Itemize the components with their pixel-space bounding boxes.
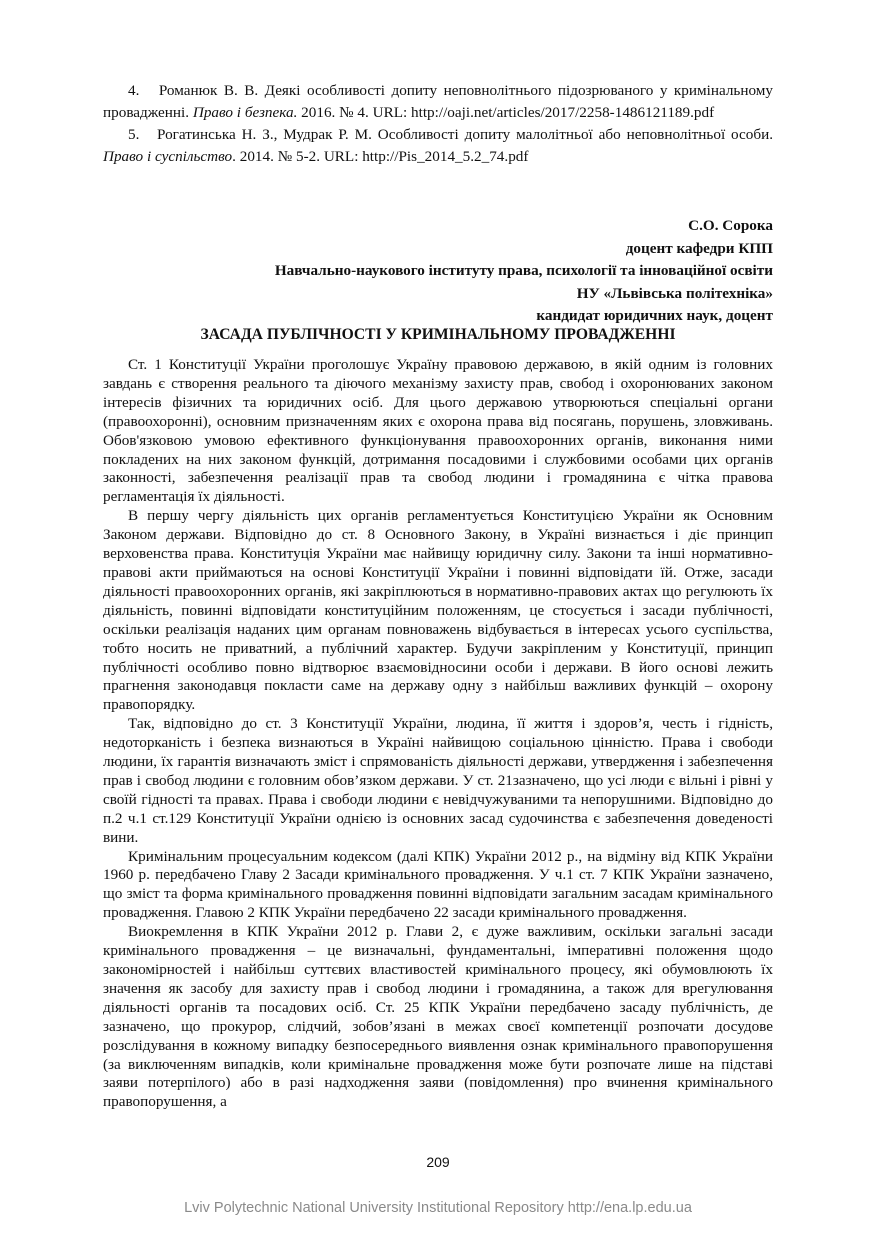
paragraph: Виокремлення в КПК України 2012 р. Глави 2, є дуже важливим, оскільки загальні засади кримінального провадження – це визначальні, фундаментальні, імперативні положення щодо закономірностей і найбільш суттєвих властивостей кримінального процесу, які обумовлюють їх значення як засобу для захисту прав і свобод людини і громадянина, а також для врегулювання діяльності органів та посадових осіб. Ст. 25 КПК України передбачено засаду публічність, де зазначено, що прокурор, слідчий, зобов’язані в межах своєї компетенції розпочати досудове розслідування в кожному випадку безпосереднього виявлення ознак кримінального правопорушення (за виключенням випадків, коли кримінальне провадження може бути розпочате лише на підставі заяви потерпілого) або в разі надходження заяви (повідомлення) про вчинення кримінального правопорушення, а [103,923,773,1111]
author-block [213,215,773,328]
page-number: 209 [426,1154,450,1170]
reference-item: 5. Рогатинська Н. З., Мудрак Р. М. Особливості допиту малолітньої або неповнолітньої особи. Право і суспільство. 2014. № 5-2. URL: http://Pis_2014_5.2_74.pdf [103,126,773,165]
article-body [103,356,773,1112]
reference-item: 4. Романюк В. В. Деякі особливості допиту неповнолітнього підозрюваного у кримінальному провадженні. Право і безпека. 2016. № 4. URL: http://oaji.net/articles/2017/2258-1486121189.pdf [103,82,773,121]
author-institute: Навчально-наукового інституту права, психології та інноваційної освіти [274,262,773,279]
author-degree: кандидат юридичних наук, доцент [536,307,773,324]
journal-title: Право і суспільство [103,148,233,165]
repository-footer: Lviv Polytechnic National University Institutional Repository http://ena.lp.edu.ua [184,1200,692,1216]
paragraph: В першу чергу діяльність цих органів регламентується Конституцією України як Основним Законом держави. Відповідно до ст. 8 Основного Закону, в Україні визнається і діє принцип верховенства права. Конституція України має найвищу юридичну силу. Закони та інші нормативно-правові акти приймаються на основі Конституції України і повинні відповідати їй. Отже, засади діяльності правоохоронних органів, які закріплюються в нормативно-правових актах що регулюють їх діяльність, повинні відповідати конституційним положенням, це стосується і засади публічності, оскільки реалізація наданих цим органам повноважень відбувається в інтересах усього суспільства, тобто носить не приватний, а публічний характер. Будучи закріпленим у Конституції, принцип публічності особливо повно відтворює взаємовідносини особи і держави. В його основі лежить прагнення законодавця покласти саме на державу одну з найбільш важливих функцій – охорону правопорядку. [103,507,773,714]
author-university: НУ «Львівська політехніка» [576,284,773,302]
paragraph: Ст. 1 Конституції України проголошує Україну правовою державою, в якій одним із головних завдань є створення реального та діючого механізму захисту прав, свобод і охоронюваних законом інтересів фізичних та юридичних осіб. Для цього державою утворюються спеціальні органи (правоохоронні), основним призначенням яких є охорона права від посягань, порушень, зловживань. Обов'язковою умовою ефективного функціонування правоохоронних органів, виконання ними покладених на них законом функцій, дотримання посадовими і службовими особами цих органів законності, забезпечення реалізації прав та свобод людини і громадянина є чітка правова регламентація їх діяльності. [103,356,773,506]
paragraph: Кримінальним процесуальним кодексом (далі КПК) України 2012 р., на відміну від КПК України 1960 р. передбачено Главу 2 Засади кримінального провадження. У ч.1 ст. 7 КПК України зазначено, що зміст та форма кримінального провадження повинні відповідати загальним засадам кримінального провадження. Главою 2 КПК України передбачено 22 засади кримінального провадження. [103,847,773,922]
reference-list [103,80,773,168]
author-name: С.О. Сорока [688,217,773,234]
author-position: доцент кафедри КПП [625,239,773,257]
article-title: ЗАСАДА ПУБЛІЧНОСТІ У КРИМІНАЛЬНОМУ ПРОВАДЖЕННІ [200,326,676,343]
paragraph: Так, відповідно до ст. 3 Конституції України, людина, її життя і здоров’я, честь і гідність, недоторканість і безпека визнаються в Україні найвищою соціальною цінністю. Права і свободи людини, їх гарантія визначають зміст і спрямованість діяльності держави, утвердження і забезпечення прав і свобод людини є головним обов’язком держави. У ст. 21зазначено, що усі люди є вільні і рівні у своїй гідності та правах. Права і свободи людини є невідчужуваними та непорушними. Відповідно до п.2 ч.1 ст.129 Конституції України однією із основних засад судочинства є забезпечення доведеності вини. [103,715,773,846]
journal-title: Право і безпека. [192,104,298,121]
